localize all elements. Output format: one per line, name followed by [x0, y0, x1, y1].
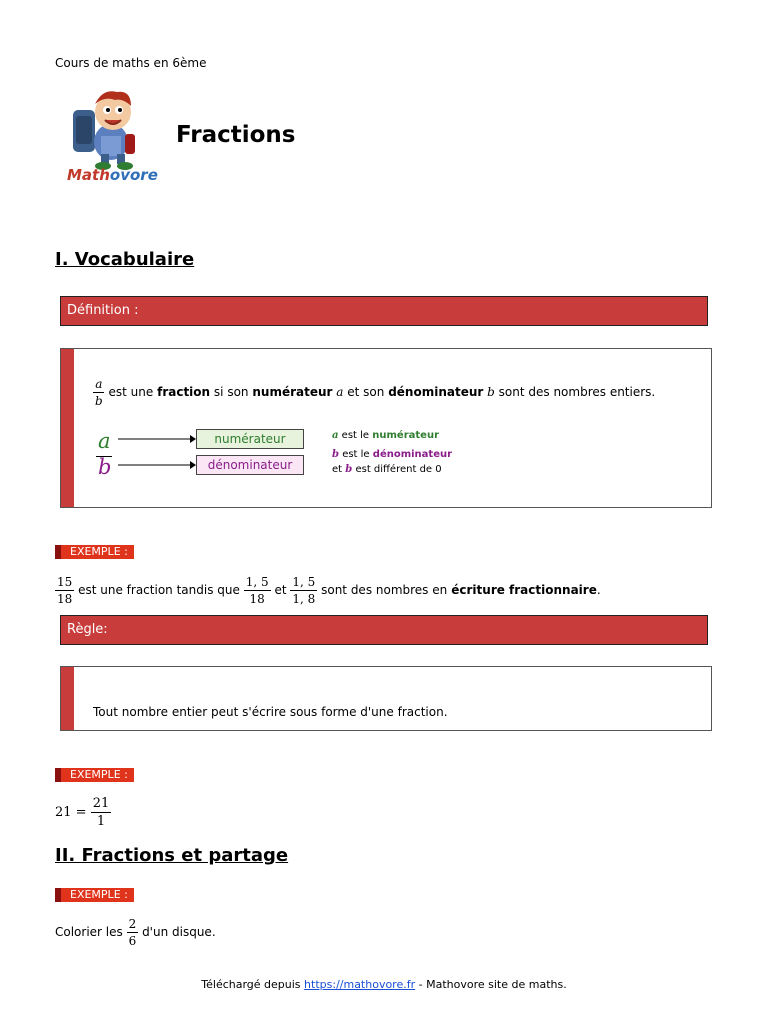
rule-label: Règle:	[67, 622, 108, 637]
mascot-image	[65, 88, 161, 184]
f2-denominator: 18	[249, 592, 265, 606]
diagram-arrows	[118, 430, 198, 474]
def-var-a: a	[336, 385, 344, 399]
note2-word: dénominateur	[372, 449, 453, 460]
f1-denominator: 18	[57, 592, 73, 606]
example-badge-3: EXEMPLE :	[55, 888, 134, 902]
ex3-numerator: 2	[128, 917, 137, 931]
ex3-text-1: Colorier les	[55, 925, 123, 939]
note1-var: a	[332, 430, 339, 441]
course-header: Cours de maths en 6ème	[55, 56, 207, 70]
note-numerateur	[332, 430, 439, 441]
label-denominateur: dénominateur	[196, 455, 304, 475]
page-title: Fractions	[176, 122, 296, 148]
fraction-15-18	[55, 576, 74, 605]
note2-text: est le	[342, 449, 370, 460]
def-text-2: si son	[213, 385, 249, 399]
svg-text:Mathovore	[67, 166, 158, 184]
note-nonzero	[332, 464, 442, 475]
logo-text-math: Math	[67, 166, 110, 184]
rule-stripe	[61, 667, 74, 730]
f1-numerator: 15	[57, 575, 73, 589]
f3-denominator: 1, 8	[292, 592, 316, 606]
definition-text	[93, 378, 655, 407]
def-text-4: sont des nombres entiers.	[498, 385, 656, 399]
ex1-word-ecriture: écriture fractionnaire	[451, 583, 597, 597]
note2-var: b	[332, 449, 339, 460]
f3-numerator: 1, 5	[292, 575, 316, 589]
definition-label: Définition :	[67, 303, 139, 318]
page-footer	[0, 978, 768, 991]
section-title-vocabulaire: I. Vocabulaire	[55, 249, 195, 270]
note3-et: et	[332, 464, 343, 475]
footer-prefix: Téléchargé depuis	[201, 978, 301, 991]
note-denominateur	[332, 449, 452, 460]
footer-suffix: - Mathovore site de maths.	[418, 978, 567, 991]
rule-box	[60, 666, 712, 731]
ex3-denominator: 6	[128, 934, 137, 948]
ex2-denominator: 1	[96, 814, 106, 829]
ex1-text-3: sont des nombres en	[321, 583, 448, 597]
ex1-text-2: et	[274, 583, 287, 597]
frac-denominator: b	[95, 394, 103, 408]
ex1-period: .	[596, 583, 601, 597]
fraction-1-5-1-8	[290, 576, 317, 605]
example2-equation	[55, 797, 111, 828]
def-text-3: et son	[347, 385, 385, 399]
label-numerateur: numérateur	[196, 429, 304, 449]
fraction-21-1	[91, 797, 112, 828]
fraction-a-b	[93, 378, 105, 407]
note3-text: est différent de 0	[355, 464, 442, 475]
definition-header	[60, 296, 708, 326]
logo-text-ovore: ovore	[109, 166, 158, 184]
frac-numerator: a	[95, 377, 103, 391]
definition-stripe	[61, 349, 74, 507]
ex3-text-2: d'un disque.	[142, 925, 216, 939]
def-var-b: b	[487, 385, 495, 399]
def-word-numerateur: numérateur	[252, 385, 333, 399]
note1-text: est le	[341, 430, 370, 441]
def-word-denominateur: dénominateur	[388, 385, 484, 399]
footer-link[interactable]: https://mathovore.fr	[304, 978, 416, 991]
definition-box	[60, 348, 712, 508]
note3-var: b	[345, 464, 353, 475]
example1-text	[55, 576, 601, 605]
section-title-partage: II. Fractions et partage	[55, 845, 289, 866]
def-word-fraction: fraction	[157, 385, 211, 399]
rule-text: Tout nombre entier peut s'écrire sous forme d'une fraction.	[93, 705, 448, 719]
diagram-numerator-a: a	[98, 429, 111, 453]
def-text-1: est une	[108, 385, 154, 399]
mathovore-logo	[65, 88, 161, 184]
fraction-1-5-18	[244, 576, 271, 605]
example3-text	[55, 918, 216, 947]
rule-header	[60, 615, 708, 645]
fraction-2-6	[127, 918, 139, 947]
ex1-text-1: est une fraction tandis que	[78, 583, 240, 597]
note1-word: numérateur	[372, 430, 439, 441]
example-badge-1: EXEMPLE :	[55, 545, 134, 559]
ex2-numerator: 21	[92, 796, 110, 811]
f2-numerator: 1, 5	[245, 575, 269, 589]
example-badge-2: EXEMPLE :	[55, 768, 134, 782]
diagram-denominator-b: b	[98, 455, 112, 479]
ex2-lhs: 21 =	[55, 805, 87, 820]
